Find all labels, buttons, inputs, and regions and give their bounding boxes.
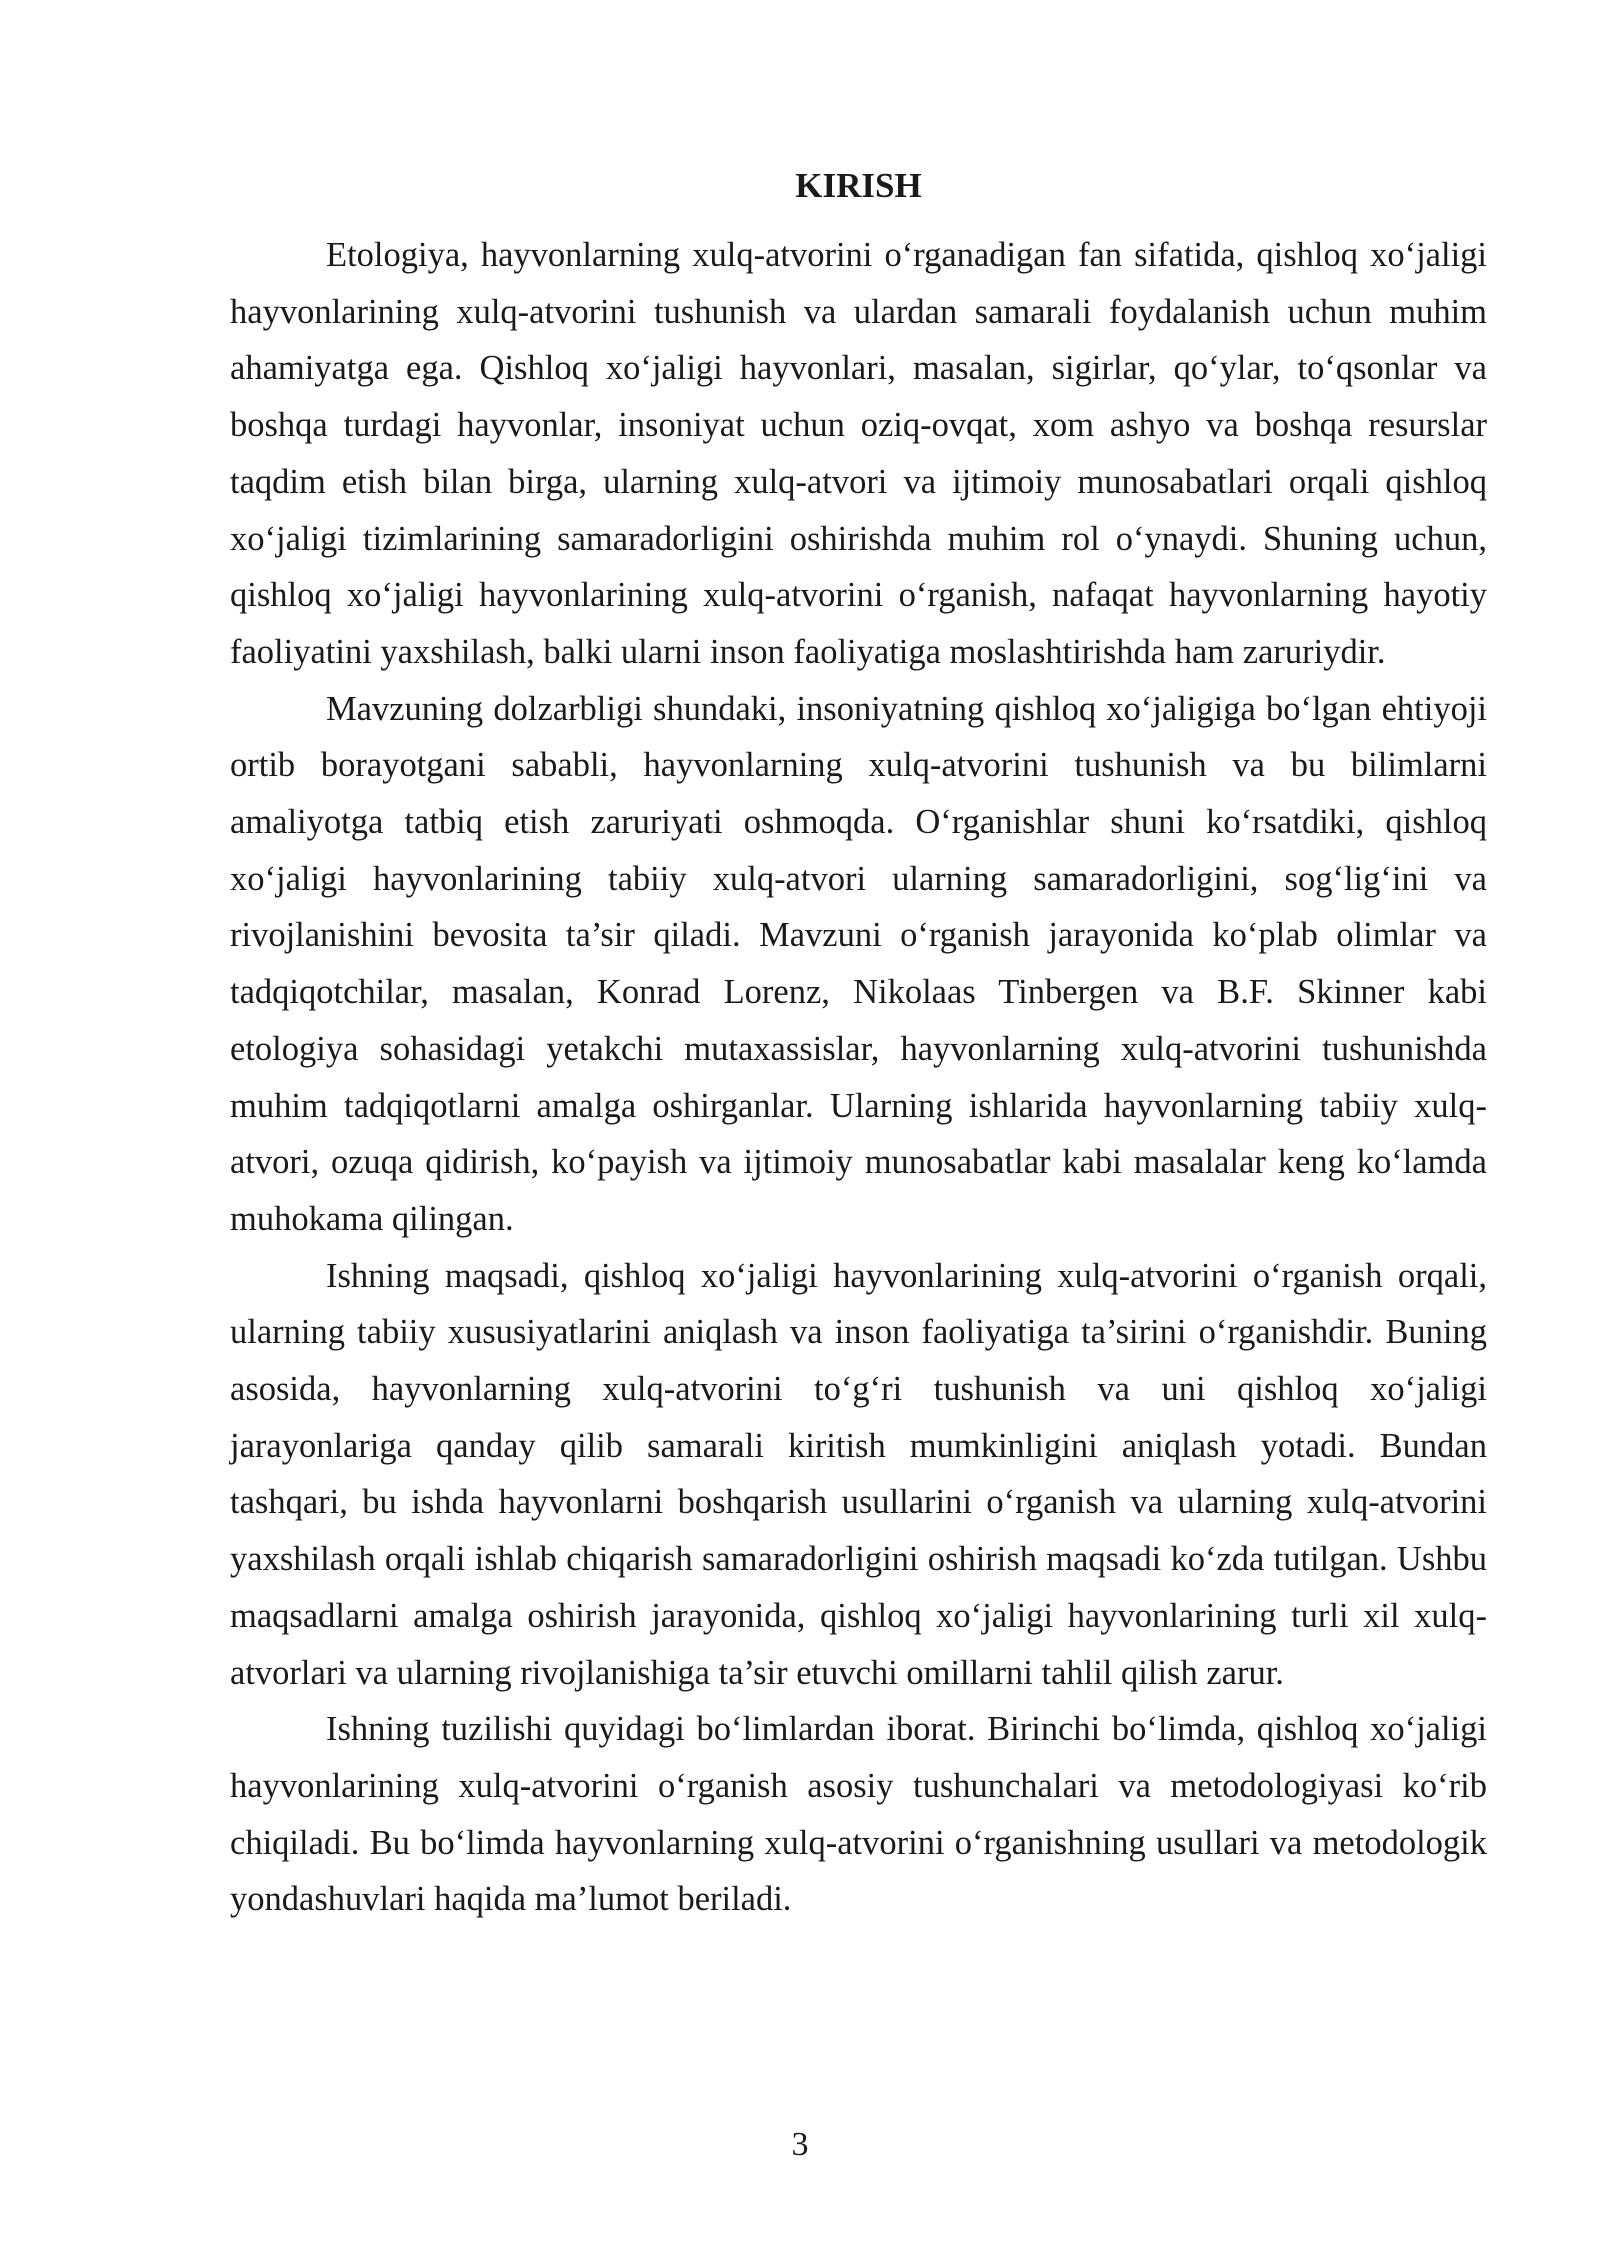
page-title: KIRISH bbox=[795, 166, 922, 205]
paragraph-objective: Ishning maqsadi, qishloq xo‘jaligi hayvonlarining xulq-atvorini o‘rganish orqali, ularning tabiiy xususiyatlarini aniqlash va inson faoliyatiga ta’sirini o‘rganishdir. Buning asosida, hayvonlarning xulq-atvorini to‘g‘ri tushunish va uni qishloq xo‘jaligi jarayonlariga qanday qilib samarali kiritish mumkinligini aniqlash yotadi. Bundan tashqari, bu ishda hayvonlarni boshqarish usullarini o‘rganish va ularning xulq-atvorini yaxshilash orqali ishlab chiqarish samaradorligini oshirish maqsadi ko‘zda tutilgan. Ushbu maqsadlarni amalga oshirish jarayonida, qishloq xo‘jaligi hayvonlarining turli xil xulq-atvorlari va ularning rivojlanishiga ta’sir etuvchi omillarni tahlil qilish zarur. bbox=[230, 1256, 1487, 1692]
paragraph-structure: Ishning tuzilishi quyidagi bo‘limlardan iborat. Birinchi bo‘limda, qishloq xo‘jaligi hayvonlarining xulq-atvorini o‘rganish asosiy tushunchalari va metodologiyasi ko‘rib chiqiladi. Bu bo‘limda hayvonlarning xulq-atvorini o‘rganishning usullari va metodologik yondashuvlari haqida ma’lumot beriladi. bbox=[230, 1710, 1487, 1919]
paragraph-introduction: Etologiya, hayvonlarning xulq-atvorini o‘rganadigan fan sifatida, qishloq xo‘jaligi hayvonlarining xulq-atvorini tushunish va ulardan samarali foydalanish uchun muhim ahamiyatga ega. Qishloq xo‘jaligi hayvonlari, masalan, sigirlar, qo‘ylar, to‘qsonlar va boshqa turdagi hayvonlar, insoniyat uchun oziq-ovqat, xom ashyo va boshqa resurslar taqdim etish bilan birga, ularning xulq-atvori va ijtimoiy munosabatlari orqali qishloq xo‘jaligi tizimlarining samaradorligini oshirishda muhim rol o‘ynaydi. Shuning uchun, qishloq xo‘jaligi hayvonlarining xulq-atvorini o‘rganish, nafaqat hayvonlarning hayotiy faoliyatini yaxshilash, balki ularni inson faoliyatiga moslashtirishda ham zaruriydir. bbox=[230, 236, 1487, 671]
page-body bbox=[230, 158, 1487, 1928]
paragraph-relevance: Mavzuning dolzarbligi shundaki, insoniyatning qishloq xo‘jaligiga bo‘lgan ehtiyoji ortib borayotgani sababli, hayvonlarning xulq-atvorini tushunish va bu bilimlarni amaliyotga tatbiq etish zaruriyati oshmoqda. O‘rganishlar shuni ko‘rsatdiki, qishloq xo‘jaligi hayvonlarining tabiiy xulq-atvori ularning samaradorligini, sog‘lig‘ini va rivojlanishini bevosita ta’sir qiladi. Mavzuni o‘rganish jarayonida ko‘plab olimlar va tadqiqotchilar, masalan, Konrad Lorenz, Nikolaas Tinbergen va B.F. Skinner kabi etologiya sohasidagi yetakchi mutaxassislar, hayvonlarning xulq-atvorini tushunishda muhim tadqiqotlarni amalga oshirganlar. Ularning ishlarida hayvonlarning tabiiy xulq-atvori, ozuqa qidirish, ko‘payish va ijtimoiy munosabatlar kabi masalalar keng ko‘lamda muhokama qilingan. bbox=[230, 689, 1487, 1238]
page-number: 3 bbox=[791, 2126, 809, 2163]
